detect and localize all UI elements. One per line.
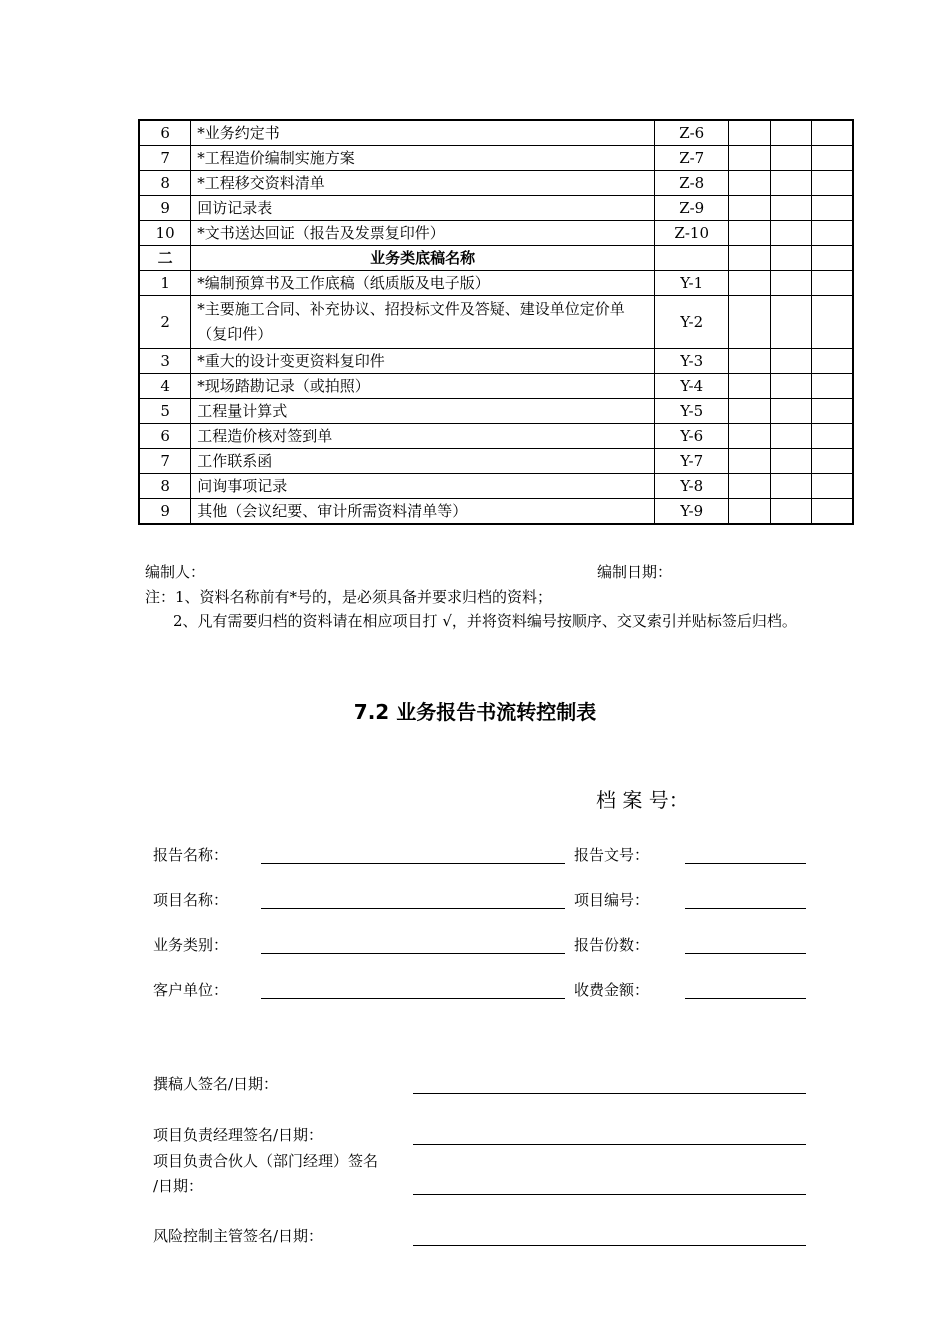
check-cell[interactable] bbox=[729, 499, 770, 525]
document-code: Y-9 bbox=[654, 499, 729, 525]
check-cell[interactable] bbox=[811, 196, 853, 221]
check-cell[interactable] bbox=[729, 271, 770, 296]
check-cell[interactable] bbox=[811, 146, 853, 171]
document-name: 工作联系函 bbox=[191, 449, 655, 474]
check-cell[interactable] bbox=[811, 221, 853, 246]
row-number: 7 bbox=[139, 449, 191, 474]
check-cell[interactable] bbox=[729, 120, 770, 146]
note-1: 注：1、资料名称前有*号的，是必须具备并要求归档的资料； bbox=[145, 588, 553, 606]
section-title: 业务类底稿名称 bbox=[191, 246, 655, 271]
business-type-label: 业务类别： bbox=[153, 936, 229, 954]
table-row bbox=[139, 246, 853, 271]
section-number: 二 bbox=[139, 246, 191, 271]
archive-checklist-table bbox=[138, 119, 854, 525]
check-cell[interactable] bbox=[770, 246, 811, 271]
document-name: *主要施工合同、补充协议、招投标文件及答疑、建设单位定价单（复印件） bbox=[191, 296, 655, 349]
table-section-row bbox=[139, 246, 853, 271]
table-row bbox=[139, 399, 853, 424]
row-number: 6 bbox=[139, 120, 191, 146]
row-number: 3 bbox=[139, 349, 191, 374]
check-cell[interactable] bbox=[729, 424, 770, 449]
check-cell[interactable] bbox=[729, 221, 770, 246]
document-code: Z-8 bbox=[654, 171, 729, 196]
table-row bbox=[139, 499, 853, 525]
pm-signature-field[interactable] bbox=[413, 1144, 806, 1145]
report-copies-field[interactable] bbox=[685, 953, 806, 954]
check-cell[interactable] bbox=[729, 296, 770, 349]
document-code: Y-4 bbox=[654, 374, 729, 399]
check-cell[interactable] bbox=[729, 146, 770, 171]
document-code: Y-6 bbox=[654, 424, 729, 449]
fee-amount-label: 收费金额： bbox=[574, 981, 650, 999]
risk-signature-label: 风险控制主管签名/日期： bbox=[153, 1227, 324, 1245]
check-cell[interactable] bbox=[811, 271, 853, 296]
check-cell[interactable] bbox=[811, 399, 853, 424]
table-row bbox=[139, 296, 853, 349]
document-name: *重大的设计变更资料复印件 bbox=[191, 349, 655, 374]
row-number: 8 bbox=[139, 171, 191, 196]
drafter-signature-field[interactable] bbox=[413, 1093, 806, 1094]
row-number: 9 bbox=[139, 196, 191, 221]
section-code-cell bbox=[654, 246, 729, 271]
check-cell[interactable] bbox=[811, 374, 853, 399]
table-row bbox=[139, 196, 853, 221]
document-code: Y-1 bbox=[654, 271, 729, 296]
table-row bbox=[139, 349, 853, 374]
row-number: 1 bbox=[139, 271, 191, 296]
check-cell[interactable] bbox=[770, 449, 811, 474]
client-label: 客户单位： bbox=[153, 981, 229, 999]
table-row bbox=[139, 221, 853, 246]
document-code: Z-7 bbox=[654, 146, 729, 171]
table-body-bottom bbox=[139, 271, 853, 525]
check-cell[interactable] bbox=[729, 374, 770, 399]
row-number: 9 bbox=[139, 499, 191, 525]
check-cell[interactable] bbox=[811, 120, 853, 146]
partner-signature-label-line1: 项目负责合伙人（部门经理）签名 bbox=[153, 1152, 379, 1170]
table-row bbox=[139, 424, 853, 449]
document-name: 问询事项记录 bbox=[191, 474, 655, 499]
document-code: Y-7 bbox=[654, 449, 729, 474]
project-name-field[interactable] bbox=[261, 908, 565, 909]
check-cell[interactable] bbox=[729, 349, 770, 374]
partner-signature-label-line2: /日期： bbox=[153, 1177, 204, 1195]
check-cell[interactable] bbox=[770, 399, 811, 424]
document-name: *工程移交资料清单 bbox=[191, 171, 655, 196]
document-code: Y-8 bbox=[654, 474, 729, 499]
check-cell[interactable] bbox=[729, 399, 770, 424]
risk-signature-field[interactable] bbox=[413, 1245, 806, 1246]
document-name: 工程造价核对签到单 bbox=[191, 424, 655, 449]
check-cell[interactable] bbox=[770, 271, 811, 296]
document-code: Z-9 bbox=[654, 196, 729, 221]
document-code: Y-5 bbox=[654, 399, 729, 424]
check-cell[interactable] bbox=[811, 349, 853, 374]
drafter-signature-label: 撰稿人签名/日期： bbox=[153, 1075, 279, 1093]
report-name-label: 报告名称： bbox=[153, 846, 229, 864]
fee-amount-field[interactable] bbox=[685, 998, 806, 999]
report-doc-no-label: 报告文号： bbox=[574, 846, 650, 864]
document-name: *业务约定书 bbox=[191, 120, 655, 146]
document-code: Y-2 bbox=[654, 296, 729, 349]
table-row bbox=[139, 474, 853, 499]
document-name: *文书送达回证（报告及发票复印件） bbox=[191, 221, 655, 246]
table-row bbox=[139, 171, 853, 196]
check-cell[interactable] bbox=[770, 146, 811, 171]
check-cell[interactable] bbox=[770, 374, 811, 399]
check-cell[interactable] bbox=[770, 120, 811, 146]
section-heading: 7.2 业务报告书流转控制表 bbox=[353, 700, 597, 724]
check-cell[interactable] bbox=[811, 424, 853, 449]
note-2: 2、凡有需要归档的资料请在相应项目打 √，并将资料编号按顺序、交叉索引并贴标签后归档。 bbox=[173, 612, 797, 630]
report-name-field[interactable] bbox=[261, 863, 565, 864]
row-number: 4 bbox=[139, 374, 191, 399]
partner-signature-field[interactable] bbox=[413, 1194, 806, 1195]
row-number: 5 bbox=[139, 399, 191, 424]
check-cell[interactable] bbox=[770, 296, 811, 349]
check-cell[interactable] bbox=[811, 171, 853, 196]
check-cell[interactable] bbox=[770, 349, 811, 374]
table-row bbox=[139, 146, 853, 171]
check-cell[interactable] bbox=[811, 499, 853, 525]
report-copies-label: 报告份数： bbox=[574, 936, 650, 954]
row-number: 7 bbox=[139, 146, 191, 171]
prep-date-label: 编制日期： bbox=[597, 563, 673, 581]
preparer-label: 编制人： bbox=[145, 563, 206, 581]
project-name-label: 项目名称： bbox=[153, 891, 229, 909]
project-no-field[interactable] bbox=[685, 908, 806, 909]
document-name: *现场踏勘记录（或拍照） bbox=[191, 374, 655, 399]
check-cell[interactable] bbox=[770, 221, 811, 246]
table-row bbox=[139, 449, 853, 474]
archive-number-label: 档 案 号： bbox=[596, 788, 689, 812]
check-cell[interactable] bbox=[729, 196, 770, 221]
business-type-field[interactable] bbox=[261, 953, 565, 954]
check-cell[interactable] bbox=[770, 171, 811, 196]
table-row bbox=[139, 271, 853, 296]
check-cell[interactable] bbox=[811, 296, 853, 349]
pm-signature-label: 项目负责经理签名/日期： bbox=[153, 1126, 324, 1144]
document-code: Y-3 bbox=[654, 349, 729, 374]
row-number: 8 bbox=[139, 474, 191, 499]
table-row bbox=[139, 374, 853, 399]
table-row bbox=[139, 120, 853, 146]
check-cell[interactable] bbox=[729, 246, 770, 271]
check-cell[interactable] bbox=[770, 196, 811, 221]
document-name: 其他（会议纪要、审计所需资料清单等） bbox=[191, 499, 655, 525]
document-name: 工程量计算式 bbox=[191, 399, 655, 424]
check-cell[interactable] bbox=[729, 171, 770, 196]
check-cell[interactable] bbox=[729, 474, 770, 499]
row-number: 2 bbox=[139, 296, 191, 349]
check-cell[interactable] bbox=[770, 424, 811, 449]
check-cell[interactable] bbox=[811, 246, 853, 271]
table-body-top bbox=[139, 120, 853, 246]
row-number: 6 bbox=[139, 424, 191, 449]
document-name: *编制预算书及工作底稿（纸质版及电子版） bbox=[191, 271, 655, 296]
check-cell[interactable] bbox=[811, 449, 853, 474]
document-name: 回访记录表 bbox=[191, 196, 655, 221]
document-name: *工程造价编制实施方案 bbox=[191, 146, 655, 171]
check-cell[interactable] bbox=[729, 449, 770, 474]
project-no-label: 项目编号： bbox=[574, 891, 650, 909]
report-doc-no-field[interactable] bbox=[685, 863, 806, 864]
document-code: Z-10 bbox=[654, 221, 729, 246]
check-cell[interactable] bbox=[770, 499, 811, 525]
row-number: 10 bbox=[139, 221, 191, 246]
client-field[interactable] bbox=[261, 998, 565, 999]
check-cell[interactable] bbox=[811, 474, 853, 499]
document-code: Z-6 bbox=[654, 120, 729, 146]
check-cell[interactable] bbox=[770, 474, 811, 499]
